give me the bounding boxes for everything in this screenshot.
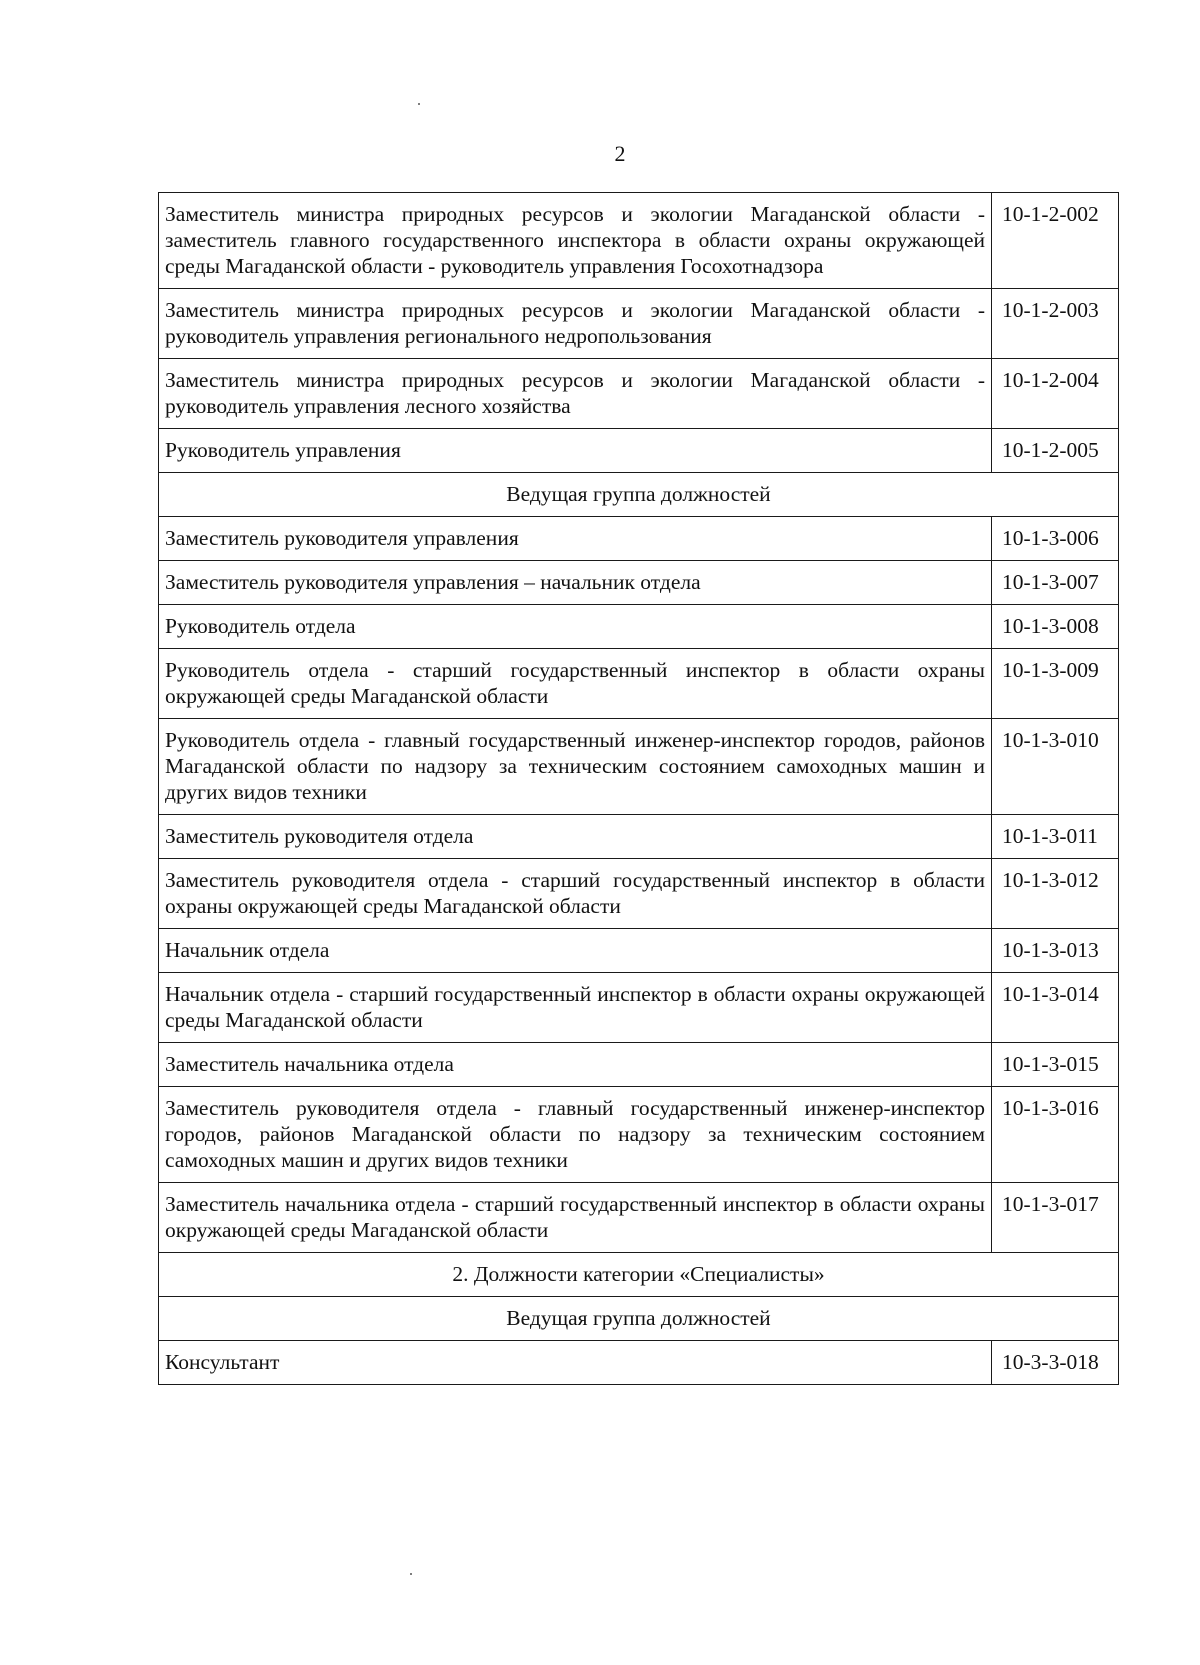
position-title: Начальник отдела - старший государственный инспектор в области охраны окружающей среды Магаданской области: [159, 973, 992, 1043]
position-title: Заместитель руководителя управления: [159, 517, 992, 561]
position-code: 10-1-3-010: [992, 719, 1119, 815]
category-heading-row: [159, 1253, 1119, 1297]
table-row: [159, 193, 1119, 289]
table-row: [159, 605, 1119, 649]
position-code: 10-1-3-007: [992, 561, 1119, 605]
table-row: [159, 1341, 1119, 1385]
positions-table: [158, 192, 1119, 1385]
position-title: Заместитель руководителя отдела - главный государственный инженер-инспектор городов, районов Магаданской области по надзору за техническим состоянием самоходных машин и других видов техники: [159, 1087, 992, 1183]
position-code: 10-1-2-005: [992, 429, 1119, 473]
table-row: [159, 561, 1119, 605]
table-row: [159, 859, 1119, 929]
position-title: Руководитель отдела - старший государственный инспектор в области охраны окружающей среды Магаданской области: [159, 649, 992, 719]
position-title: Заместитель руководителя отдела: [159, 815, 992, 859]
category-heading: 2. Должности категории «Специалисты»: [159, 1253, 1119, 1297]
table-row: [159, 1043, 1119, 1087]
position-title: Заместитель начальника отдела - старший государственный инспектор в области охраны окружающей среды Магаданской области: [159, 1183, 992, 1253]
table-row: [159, 289, 1119, 359]
position-title: Заместитель министра природных ресурсов и экологии Магаданской области - руководитель управления лесного хозяйства: [159, 359, 992, 429]
table-row: [159, 517, 1119, 561]
position-code: 10-1-2-003: [992, 289, 1119, 359]
position-title: Начальник отдела: [159, 929, 992, 973]
position-code: 10-3-3-018: [992, 1341, 1119, 1385]
position-code: 10-1-3-009: [992, 649, 1119, 719]
group-heading-row: [159, 1297, 1119, 1341]
table-row: [159, 719, 1119, 815]
position-title: Консультант: [159, 1341, 992, 1385]
position-title: Руководитель отдела: [159, 605, 992, 649]
position-code: 10-1-3-006: [992, 517, 1119, 561]
position-title: Руководитель управления: [159, 429, 992, 473]
table-row: [159, 973, 1119, 1043]
page-number: 2: [614, 141, 626, 166]
position-code: 10-1-2-002: [992, 193, 1119, 289]
position-code: 10-1-3-013: [992, 929, 1119, 973]
table-row: [159, 1183, 1119, 1253]
position-code: 10-1-3-008: [992, 605, 1119, 649]
position-code: 10-1-3-012: [992, 859, 1119, 929]
table-row: [159, 429, 1119, 473]
scan-speck: [418, 103, 420, 105]
position-title: Заместитель руководителя управления – начальник отдела: [159, 561, 992, 605]
table-row: [159, 1087, 1119, 1183]
positions-table-body: [159, 193, 1119, 1385]
table-row: [159, 649, 1119, 719]
position-code: 10-1-3-015: [992, 1043, 1119, 1087]
table-row: [159, 359, 1119, 429]
position-title: Заместитель начальника отдела: [159, 1043, 992, 1087]
group-heading: Ведущая группа должностей: [159, 1297, 1119, 1341]
position-code: 10-1-3-017: [992, 1183, 1119, 1253]
table-row: [159, 929, 1119, 973]
position-code: 10-1-3-014: [992, 973, 1119, 1043]
position-code: 10-1-2-004: [992, 359, 1119, 429]
position-title: Руководитель отдела - главный государственный инженер-инспектор городов, районов Магаданской области по надзору за техническим состоянием самоходных машин и других видов техники: [159, 719, 992, 815]
table-row: [159, 815, 1119, 859]
position-code: 10-1-3-016: [992, 1087, 1119, 1183]
position-code: 10-1-3-011: [992, 815, 1119, 859]
position-title: Заместитель министра природных ресурсов и экологии Магаданской области - руководитель управления регионального недропользования: [159, 289, 992, 359]
group-heading: Ведущая группа должностей: [159, 473, 1119, 517]
position-title: Заместитель руководителя отдела - старший государственный инспектор в области охраны окружающей среды Магаданской области: [159, 859, 992, 929]
position-title: Заместитель министра природных ресурсов и экологии Магаданской области - заместитель главного государственного инспектора в области охраны окружающей среды Магаданской области - руководитель управления Госохотнадзора: [159, 193, 992, 289]
scan-speck: [410, 1573, 412, 1575]
group-heading-row: [159, 473, 1119, 517]
